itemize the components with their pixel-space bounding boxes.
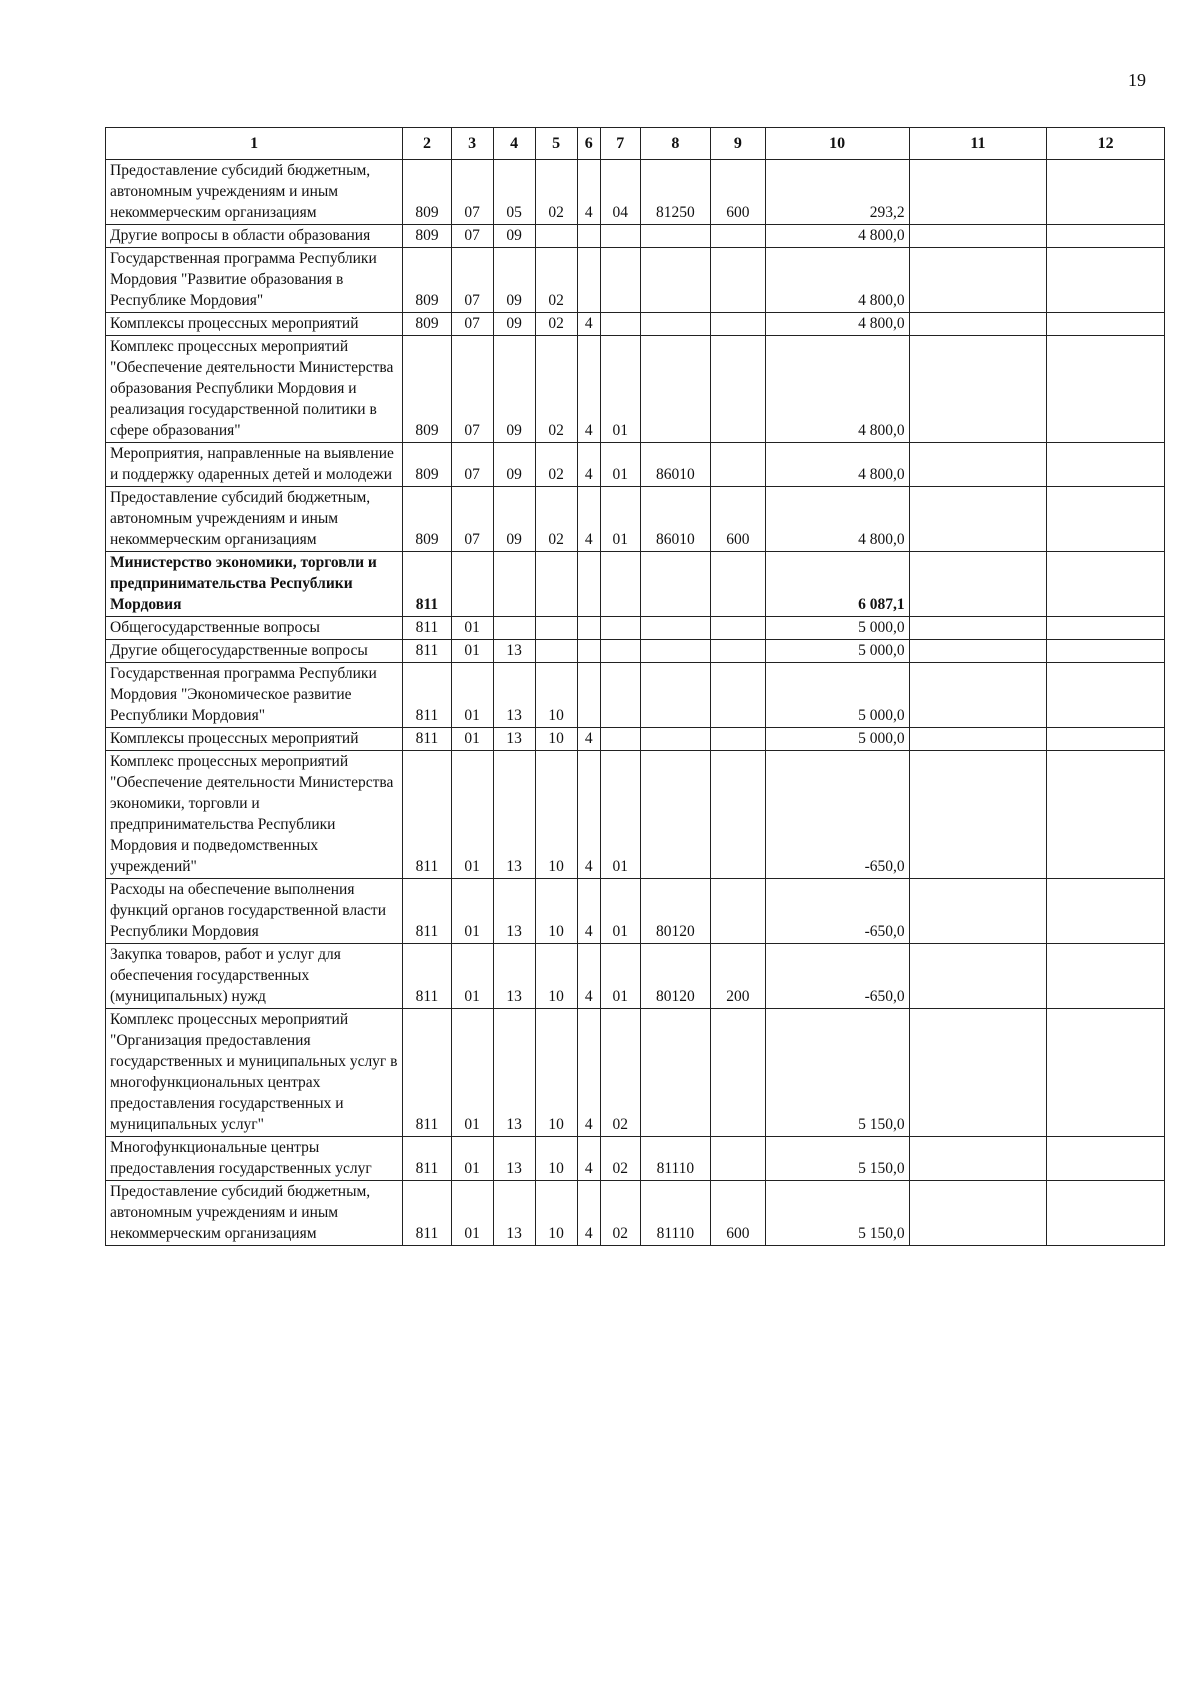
column-header: 7 <box>600 128 640 160</box>
column-11-cell <box>909 663 1047 728</box>
item-name-cell: Предоставление субсидий бюджетным, автономным учреждениям и иным некоммерческим организациям <box>106 160 403 225</box>
table-body <box>106 160 1165 1246</box>
expense-type-cell <box>711 879 766 944</box>
expense-type-cell <box>711 617 766 640</box>
subsection-code-cell: 13 <box>493 728 535 751</box>
ministry-code-cell: 811 <box>403 1137 451 1181</box>
table-row <box>106 640 1165 663</box>
item-name-cell: Комплексы процессных мероприятий <box>106 313 403 336</box>
item-name-cell: Другие вопросы в области образования <box>106 225 403 248</box>
subsection-code-cell: 13 <box>493 1137 535 1181</box>
column-12-cell <box>1047 944 1165 1009</box>
section-code-cell: 01 <box>451 1009 493 1137</box>
expense-type-cell <box>711 443 766 487</box>
type-code-cell <box>577 617 600 640</box>
table-row <box>106 751 1165 879</box>
program-code-cell <box>535 640 577 663</box>
column-11-cell <box>909 1137 1047 1181</box>
expense-type-cell: 600 <box>711 1181 766 1246</box>
section-code-cell: 01 <box>451 663 493 728</box>
item-name-cell: Министерство экономики, торговли и предпринимательства Республики Мордовия <box>106 552 403 617</box>
column-12-cell <box>1047 487 1165 552</box>
complex-code-cell <box>600 552 640 617</box>
direction-code-cell <box>640 1009 710 1137</box>
column-12-cell <box>1047 313 1165 336</box>
type-code-cell <box>577 640 600 663</box>
subsection-code-cell <box>493 552 535 617</box>
column-12-cell <box>1047 225 1165 248</box>
ministry-code-cell: 809 <box>403 248 451 313</box>
table-row <box>106 1181 1165 1246</box>
amount-cell: 4 800,0 <box>765 443 909 487</box>
complex-code-cell <box>600 248 640 313</box>
complex-code-cell: 01 <box>600 487 640 552</box>
column-12-cell <box>1047 248 1165 313</box>
type-code-cell: 4 <box>577 1137 600 1181</box>
column-header: 12 <box>1047 128 1165 160</box>
ministry-code-cell: 811 <box>403 617 451 640</box>
column-12-cell <box>1047 751 1165 879</box>
program-code-cell: 10 <box>535 1137 577 1181</box>
column-11-cell <box>909 160 1047 225</box>
complex-code-cell: 01 <box>600 336 640 443</box>
table-row <box>106 160 1165 225</box>
expense-type-cell: 600 <box>711 160 766 225</box>
table-row <box>106 313 1165 336</box>
amount-cell: 4 800,0 <box>765 336 909 443</box>
column-11-cell <box>909 751 1047 879</box>
direction-code-cell <box>640 313 710 336</box>
item-name-cell: Общегосударственные вопросы <box>106 617 403 640</box>
table-row <box>106 487 1165 552</box>
item-name-cell: Закупка товаров, работ и услуг для обеспечения государственных (муниципальных) нужд <box>106 944 403 1009</box>
expense-type-cell <box>711 336 766 443</box>
direction-code-cell <box>640 663 710 728</box>
ministry-code-cell: 809 <box>403 487 451 552</box>
table-row <box>106 663 1165 728</box>
column-11-cell <box>909 1009 1047 1137</box>
subsection-code-cell: 13 <box>493 663 535 728</box>
subsection-code-cell: 09 <box>493 336 535 443</box>
column-header: 6 <box>577 128 600 160</box>
complex-code-cell <box>600 225 640 248</box>
expense-type-cell <box>711 640 766 663</box>
type-code-cell: 4 <box>577 1181 600 1246</box>
program-code-cell: 02 <box>535 487 577 552</box>
direction-code-cell: 80120 <box>640 944 710 1009</box>
type-code-cell <box>577 552 600 617</box>
section-code-cell: 01 <box>451 879 493 944</box>
subsection-code-cell: 09 <box>493 443 535 487</box>
item-name-cell: Комплексы процессных мероприятий <box>106 728 403 751</box>
complex-code-cell <box>600 617 640 640</box>
column-12-cell <box>1047 617 1165 640</box>
program-code-cell: 10 <box>535 1181 577 1246</box>
section-code-cell <box>451 552 493 617</box>
amount-cell: 4 800,0 <box>765 248 909 313</box>
subsection-code-cell: 13 <box>493 1009 535 1137</box>
column-12-cell <box>1047 1009 1165 1137</box>
expense-type-cell <box>711 313 766 336</box>
table-row <box>106 944 1165 1009</box>
item-name-cell: Государственная программа Республики Мордовия "Развитие образования в Республике Мордовия" <box>106 248 403 313</box>
amount-cell: -650,0 <box>765 751 909 879</box>
column-12-cell <box>1047 552 1165 617</box>
item-name-cell: Комплекс процессных мероприятий "Обеспечение деятельности Министерства образования Республики Мордовия и реализация государственной политики в сфере образования" <box>106 336 403 443</box>
item-name-cell: Мероприятия, направленные на выявление и поддержку одаренных детей и молодежи <box>106 443 403 487</box>
column-header: 11 <box>909 128 1047 160</box>
column-12-cell <box>1047 663 1165 728</box>
amount-cell: -650,0 <box>765 879 909 944</box>
ministry-code-cell: 811 <box>403 944 451 1009</box>
program-code-cell <box>535 552 577 617</box>
column-header: 5 <box>535 128 577 160</box>
program-code-cell: 10 <box>535 751 577 879</box>
type-code-cell <box>577 248 600 313</box>
subsection-code-cell: 13 <box>493 944 535 1009</box>
column-11-cell <box>909 225 1047 248</box>
complex-code-cell: 02 <box>600 1009 640 1137</box>
complex-code-cell: 02 <box>600 1181 640 1246</box>
ministry-code-cell: 809 <box>403 160 451 225</box>
amount-cell: 4 800,0 <box>765 487 909 552</box>
subsection-code-cell: 09 <box>493 248 535 313</box>
direction-code-cell: 80120 <box>640 879 710 944</box>
ministry-code-cell: 811 <box>403 728 451 751</box>
program-code-cell: 02 <box>535 248 577 313</box>
column-11-cell <box>909 313 1047 336</box>
table-row <box>106 225 1165 248</box>
column-12-cell <box>1047 336 1165 443</box>
subsection-code-cell: 13 <box>493 751 535 879</box>
program-code-cell: 10 <box>535 879 577 944</box>
item-name-cell: Другие общегосударственные вопросы <box>106 640 403 663</box>
table-row <box>106 552 1165 617</box>
ministry-code-cell: 811 <box>403 751 451 879</box>
column-12-cell <box>1047 1181 1165 1246</box>
program-code-cell: 10 <box>535 728 577 751</box>
column-11-cell <box>909 728 1047 751</box>
expense-type-cell <box>711 751 766 879</box>
amount-cell: 5 000,0 <box>765 728 909 751</box>
column-12-cell <box>1047 640 1165 663</box>
column-12-cell <box>1047 1137 1165 1181</box>
ministry-code-cell: 811 <box>403 879 451 944</box>
expense-type-cell <box>711 225 766 248</box>
table-row <box>106 617 1165 640</box>
direction-code-cell <box>640 552 710 617</box>
subsection-code-cell: 13 <box>493 640 535 663</box>
complex-code-cell <box>600 663 640 728</box>
subsection-code-cell: 09 <box>493 225 535 248</box>
direction-code-cell <box>640 640 710 663</box>
type-code-cell: 4 <box>577 944 600 1009</box>
column-11-cell <box>909 248 1047 313</box>
item-name-cell: Предоставление субсидий бюджетным, автономным учреждениям и иным некоммерческим организациям <box>106 487 403 552</box>
direction-code-cell: 86010 <box>640 443 710 487</box>
column-11-cell <box>909 336 1047 443</box>
column-header: 1 <box>106 128 403 160</box>
type-code-cell: 4 <box>577 160 600 225</box>
subsection-code-cell: 09 <box>493 313 535 336</box>
table-row <box>106 443 1165 487</box>
amount-cell: -650,0 <box>765 944 909 1009</box>
direction-code-cell: 86010 <box>640 487 710 552</box>
column-11-cell <box>909 617 1047 640</box>
program-code-cell: 02 <box>535 313 577 336</box>
complex-code-cell: 02 <box>600 1137 640 1181</box>
type-code-cell: 4 <box>577 336 600 443</box>
ministry-code-cell: 811 <box>403 640 451 663</box>
item-name-cell: Предоставление субсидий бюджетным, автономным учреждениям и иным некоммерческим организациям <box>106 1181 403 1246</box>
header-row <box>106 128 1165 160</box>
column-12-cell <box>1047 160 1165 225</box>
ministry-code-cell: 811 <box>403 1009 451 1137</box>
item-name-cell: Государственная программа Республики Мордовия "Экономическое развитие Республики Мордовия" <box>106 663 403 728</box>
direction-code-cell <box>640 336 710 443</box>
ministry-code-cell: 809 <box>403 313 451 336</box>
column-header: 2 <box>403 128 451 160</box>
column-header: 10 <box>765 128 909 160</box>
expense-type-cell <box>711 1137 766 1181</box>
column-header: 4 <box>493 128 535 160</box>
amount-cell: 5 000,0 <box>765 640 909 663</box>
section-code-cell: 07 <box>451 336 493 443</box>
table-row <box>106 248 1165 313</box>
expense-type-cell <box>711 728 766 751</box>
item-name-cell: Комплекс процессных мероприятий "Организация предоставления государственных и муниципальных услуг в многофункциональных центрах предоставления государственных и муниципальных услуг" <box>106 1009 403 1137</box>
complex-code-cell: 01 <box>600 879 640 944</box>
section-code-cell: 01 <box>451 640 493 663</box>
type-code-cell: 4 <box>577 487 600 552</box>
program-code-cell: 10 <box>535 944 577 1009</box>
direction-code-cell: 81110 <box>640 1137 710 1181</box>
type-code-cell: 4 <box>577 313 600 336</box>
section-code-cell: 07 <box>451 443 493 487</box>
amount-cell: 5 150,0 <box>765 1181 909 1246</box>
type-code-cell: 4 <box>577 443 600 487</box>
direction-code-cell: 81110 <box>640 1181 710 1246</box>
subsection-code-cell: 09 <box>493 487 535 552</box>
subsection-code-cell: 05 <box>493 160 535 225</box>
ministry-code-cell: 809 <box>403 336 451 443</box>
program-code-cell: 10 <box>535 1009 577 1137</box>
section-code-cell: 01 <box>451 1137 493 1181</box>
amount-cell: 5 150,0 <box>765 1009 909 1137</box>
type-code-cell <box>577 225 600 248</box>
column-header: 3 <box>451 128 493 160</box>
subsection-code-cell: 13 <box>493 879 535 944</box>
ministry-code-cell: 811 <box>403 552 451 617</box>
complex-code-cell: 01 <box>600 443 640 487</box>
amount-cell: 5 150,0 <box>765 1137 909 1181</box>
section-code-cell: 01 <box>451 617 493 640</box>
direction-code-cell <box>640 248 710 313</box>
item-name-cell: Многофункциональные центры предоставления государственных услуг <box>106 1137 403 1181</box>
type-code-cell: 4 <box>577 1009 600 1137</box>
page-number: 19 <box>1128 70 1146 90</box>
section-code-cell: 01 <box>451 944 493 1009</box>
complex-code-cell: 01 <box>600 751 640 879</box>
ministry-code-cell: 811 <box>403 1181 451 1246</box>
program-code-cell: 02 <box>535 443 577 487</box>
column-11-cell <box>909 487 1047 552</box>
section-code-cell: 01 <box>451 1181 493 1246</box>
item-name-cell: Комплекс процессных мероприятий "Обеспечение деятельности Министерства экономики, торговли и предпринимательства Республики Мордовия и подведомственных учреждений" <box>106 751 403 879</box>
expense-type-cell <box>711 663 766 728</box>
program-code-cell: 02 <box>535 336 577 443</box>
type-code-cell: 4 <box>577 751 600 879</box>
direction-code-cell <box>640 617 710 640</box>
expense-type-cell: 200 <box>711 944 766 1009</box>
direction-code-cell <box>640 751 710 879</box>
amount-cell: 4 800,0 <box>765 313 909 336</box>
amount-cell: 6 087,1 <box>765 552 909 617</box>
budget-table <box>105 127 1165 1246</box>
column-12-cell <box>1047 879 1165 944</box>
program-code-cell <box>535 617 577 640</box>
complex-code-cell: 01 <box>600 944 640 1009</box>
expense-type-cell <box>711 552 766 617</box>
section-code-cell: 01 <box>451 751 493 879</box>
column-11-cell <box>909 552 1047 617</box>
program-code-cell <box>535 225 577 248</box>
subsection-code-cell: 13 <box>493 1181 535 1246</box>
column-12-cell <box>1047 728 1165 751</box>
column-12-cell <box>1047 443 1165 487</box>
table-row <box>106 336 1165 443</box>
column-header: 9 <box>711 128 766 160</box>
section-code-cell: 07 <box>451 160 493 225</box>
type-code-cell: 4 <box>577 879 600 944</box>
complex-code-cell <box>600 313 640 336</box>
table-row <box>106 1009 1165 1137</box>
ministry-code-cell: 809 <box>403 443 451 487</box>
section-code-cell: 07 <box>451 487 493 552</box>
expense-type-cell <box>711 1009 766 1137</box>
amount-cell: 5 000,0 <box>765 617 909 640</box>
section-code-cell: 07 <box>451 225 493 248</box>
direction-code-cell <box>640 728 710 751</box>
ministry-code-cell: 811 <box>403 663 451 728</box>
amount-cell: 4 800,0 <box>765 225 909 248</box>
type-code-cell <box>577 663 600 728</box>
complex-code-cell <box>600 640 640 663</box>
complex-code-cell <box>600 728 640 751</box>
item-name-cell: Расходы на обеспечение выполнения функций органов государственной власти Республики Мордовия <box>106 879 403 944</box>
direction-code-cell: 81250 <box>640 160 710 225</box>
subsection-code-cell <box>493 617 535 640</box>
complex-code-cell: 04 <box>600 160 640 225</box>
column-header: 8 <box>640 128 710 160</box>
amount-cell: 293,2 <box>765 160 909 225</box>
ministry-code-cell: 809 <box>403 225 451 248</box>
type-code-cell: 4 <box>577 728 600 751</box>
column-11-cell <box>909 443 1047 487</box>
table-row <box>106 728 1165 751</box>
program-code-cell: 10 <box>535 663 577 728</box>
direction-code-cell <box>640 225 710 248</box>
section-code-cell: 07 <box>451 313 493 336</box>
amount-cell: 5 000,0 <box>765 663 909 728</box>
section-code-cell: 01 <box>451 728 493 751</box>
column-11-cell <box>909 1181 1047 1246</box>
column-11-cell <box>909 640 1047 663</box>
expense-type-cell <box>711 248 766 313</box>
table-row <box>106 1137 1165 1181</box>
table-row <box>106 879 1165 944</box>
section-code-cell: 07 <box>451 248 493 313</box>
column-11-cell <box>909 944 1047 1009</box>
expense-type-cell: 600 <box>711 487 766 552</box>
column-11-cell <box>909 879 1047 944</box>
program-code-cell: 02 <box>535 160 577 225</box>
